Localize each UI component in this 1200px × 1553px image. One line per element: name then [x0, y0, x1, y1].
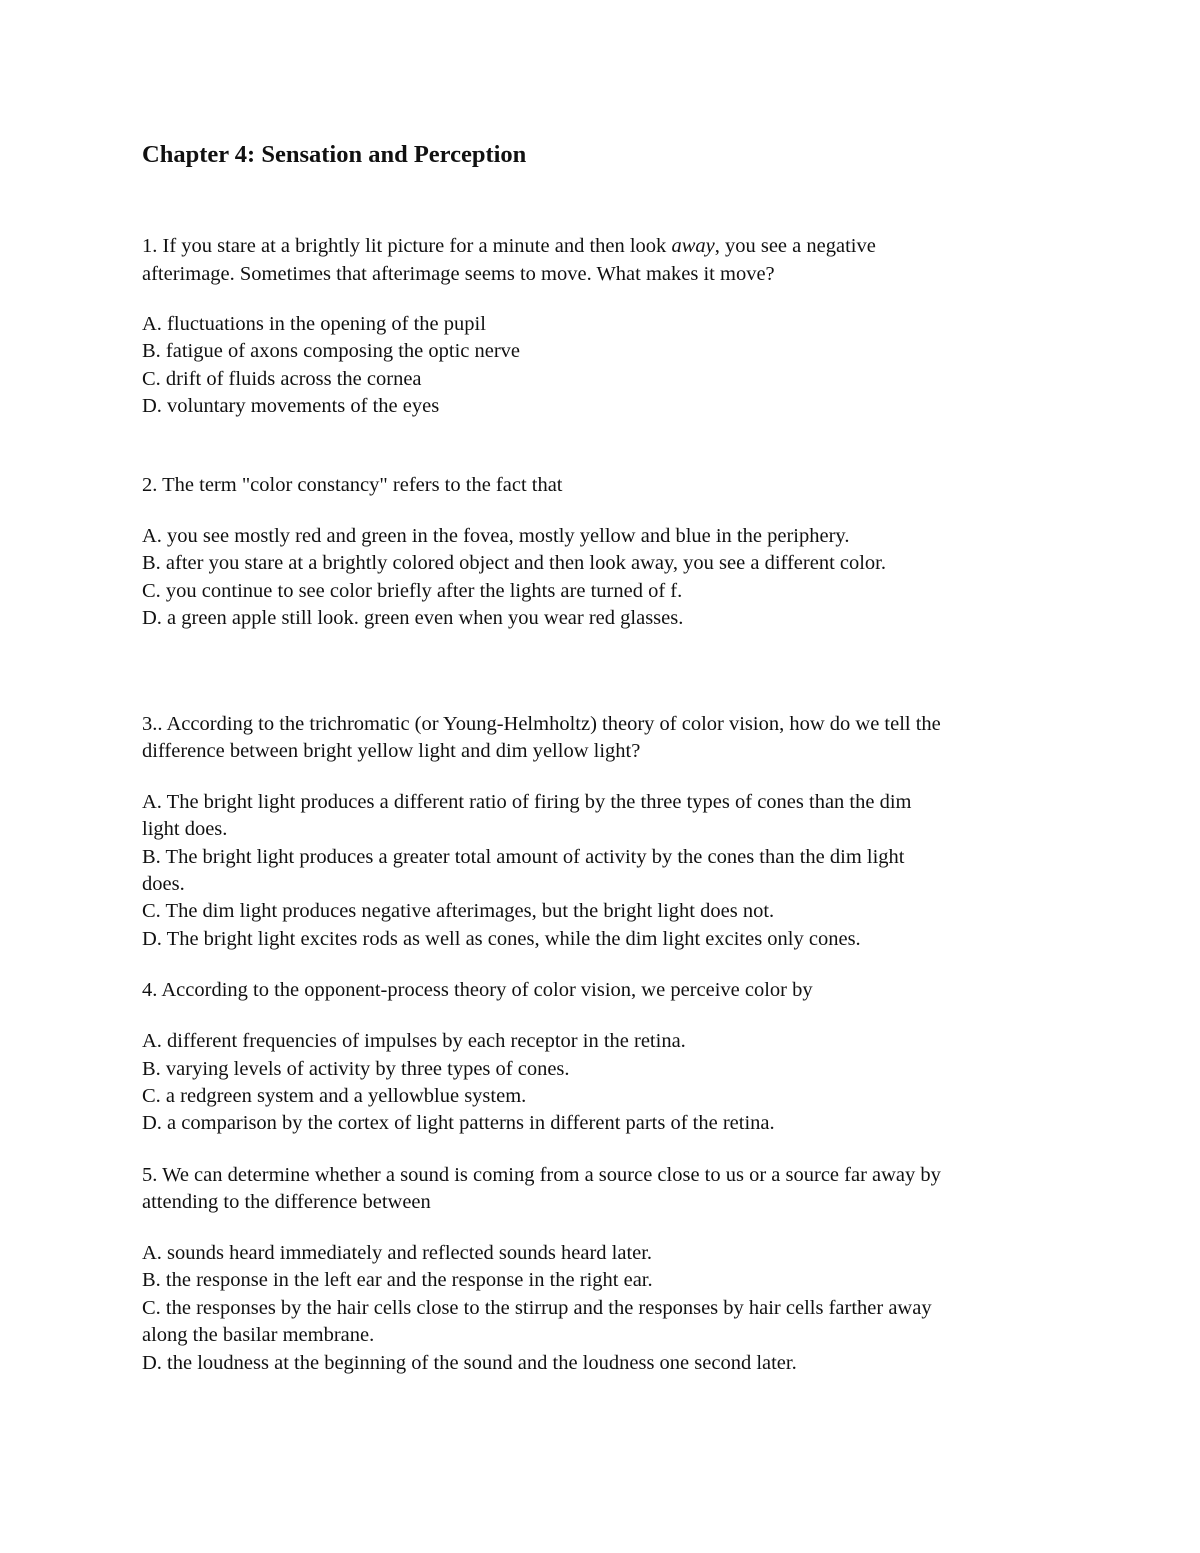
question-4-stem-line-1: 4. According to the opponent-process theory of color vision, we perceive color by [142, 979, 813, 1001]
question-5-option-c-line-2: along the basilar membrane. [142, 1324, 375, 1346]
question-3-option-a-line-2: light does. [142, 818, 228, 840]
question-2-option-a: A. you see mostly red and green in the fovea, mostly yellow and blue in the periphery. [142, 525, 850, 547]
question-1-option-a: A. fluctuations in the opening of the pupil [142, 313, 486, 335]
question-3-option-c: C. The dim light produces negative afterimages, but the bright light does not. [142, 900, 775, 922]
question-2-stem-line-1: 2. The term "color constancy" refers to the fact that [142, 474, 563, 496]
page-title: Chapter 4: Sensation and Perception [142, 141, 527, 168]
question-5-stem-line-2: attending to the difference between [142, 1191, 431, 1213]
question-3-option-a-line-1: A. The bright light produces a different ratio of firing by the three types of cones than the dim [142, 791, 912, 813]
question-5-stem-line-1: 5. We can determine whether a sound is coming from a source close to us or a source far away by [142, 1164, 941, 1186]
question-3-stem-line-1: 3.. According to the trichromatic (or Young-Helmholtz) theory of color vision, how do we tell the [142, 713, 941, 735]
question-5-option-c-line-1: C. the responses by the hair cells close to the stirrup and the responses by hair cells farther away [142, 1297, 932, 1319]
question-1-stem-line-2: afterimage. Sometimes that afterimage seems to move. What makes it move? [142, 263, 775, 285]
question-4-option-b: B. varying levels of activity by three types of cones. [142, 1058, 570, 1080]
question-1-stem-line-1: 1. If you stare at a brightly lit picture for a minute and then look away, you see a negative [142, 235, 876, 257]
question-3-option-d: D. The bright light excites rods as well as cones, while the dim light excites only cones. [142, 928, 861, 950]
question-3-stem-line-2: difference between bright yellow light and dim yellow light? [142, 740, 641, 762]
question-1-option-c: C. drift of fluids across the cornea [142, 368, 422, 390]
question-3-option-b-line-1: B. The bright light produces a greater total amount of activity by the cones than the dim light [142, 846, 905, 868]
question-4-option-c: C. a redgreen system and a yellowblue system. [142, 1085, 527, 1107]
question-5-option-d: D. the loudness at the beginning of the sound and the loudness one second later. [142, 1352, 797, 1374]
question-2-option-b: B. after you stare at a brightly colored object and then look away, you see a different color. [142, 552, 887, 574]
question-1-option-b: B. fatigue of axons composing the optic nerve [142, 340, 521, 362]
question-2-option-d: D. a green apple still look. green even when you wear red glasses. [142, 607, 684, 629]
question-1-option-d: D. voluntary movements of the eyes [142, 395, 440, 417]
question-3-option-b-line-2: does. [142, 873, 185, 895]
question-5-option-a: A. sounds heard immediately and reflected sounds heard later. [142, 1242, 653, 1264]
question-2-option-c: C. you continue to see color briefly after the lights are turned of f. [142, 580, 683, 602]
question-4-option-a: A. different frequencies of impulses by each receptor in the retina. [142, 1030, 686, 1052]
question-4-option-d: D. a comparison by the cortex of light patterns in different parts of the retina. [142, 1112, 775, 1134]
question-5-option-b: B. the response in the left ear and the response in the right ear. [142, 1269, 653, 1291]
